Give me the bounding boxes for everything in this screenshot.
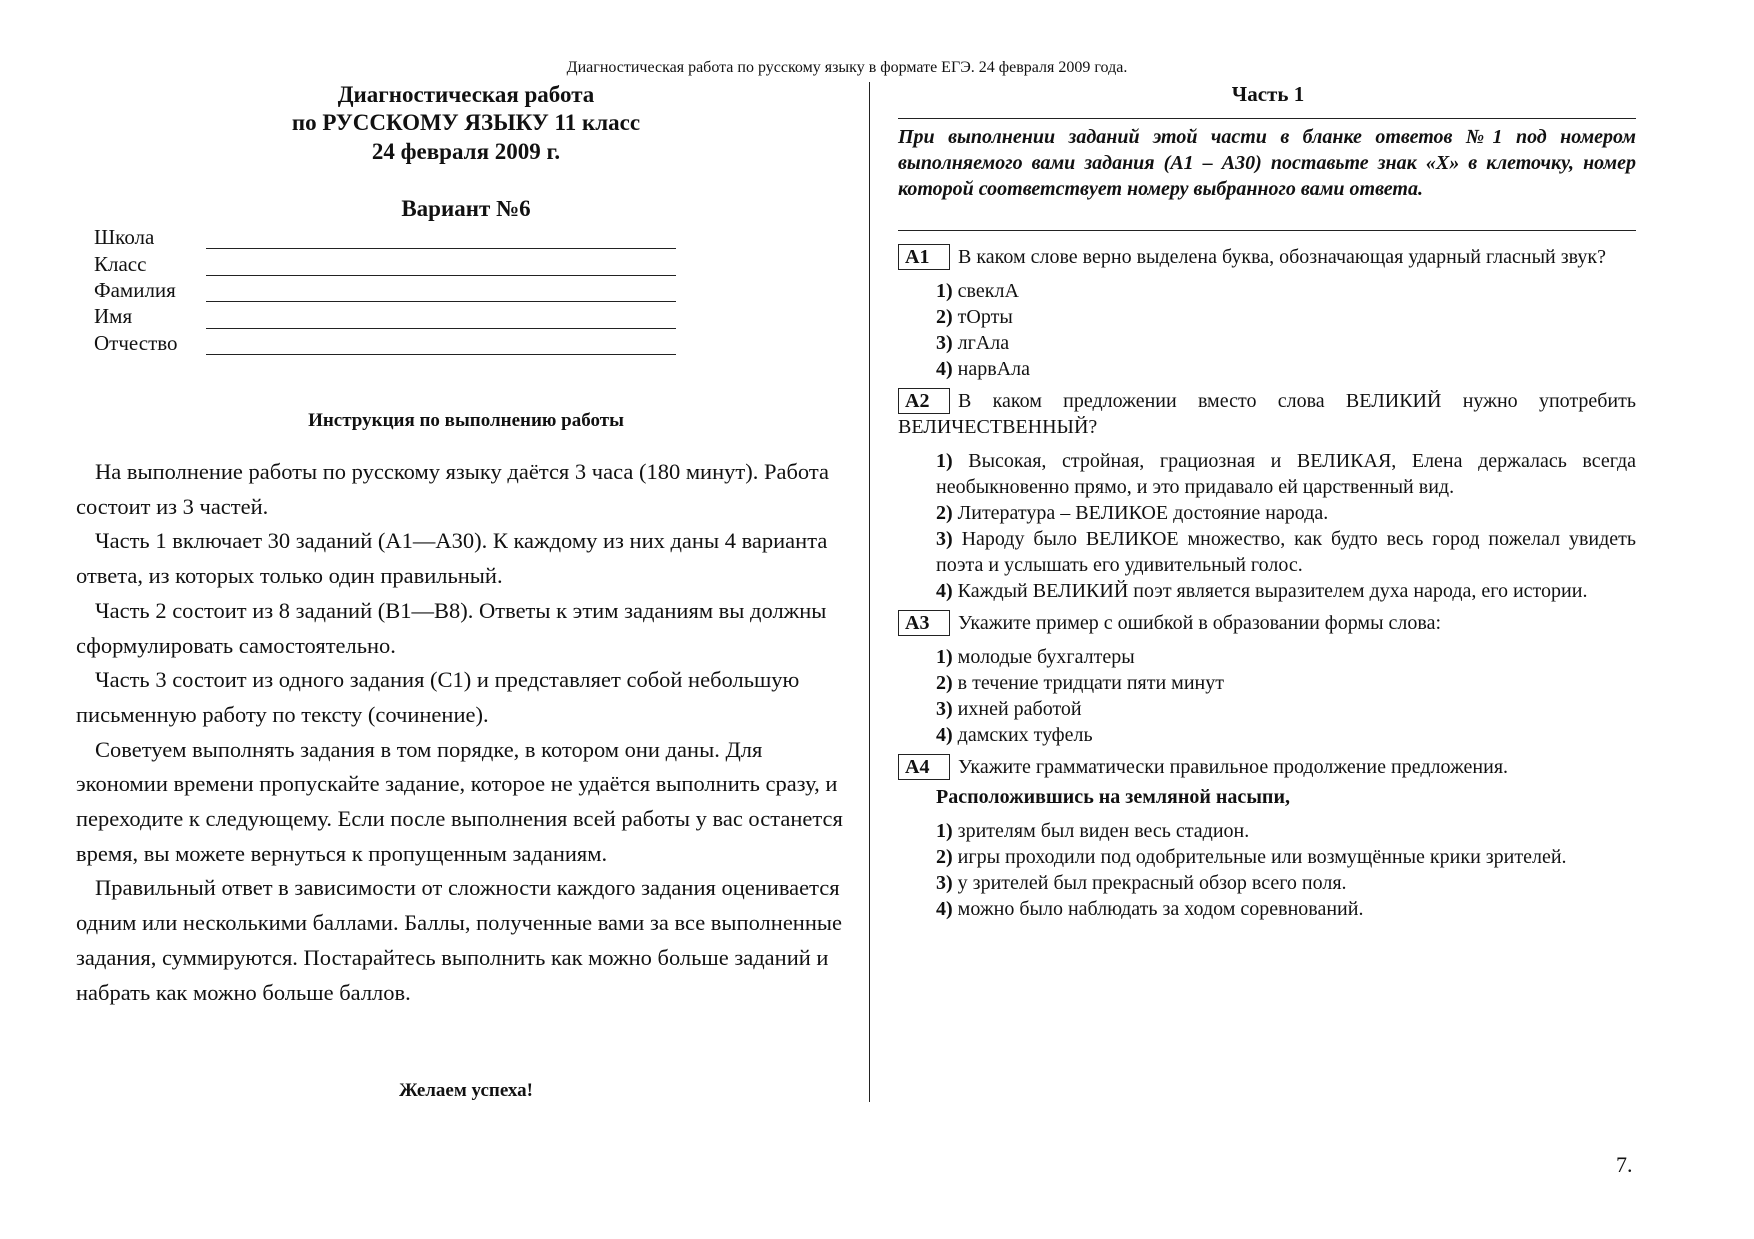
answer-option[interactable] bbox=[936, 526, 1636, 578]
form-line-patronymic[interactable] bbox=[206, 354, 676, 355]
question-lead: Расположившись на земляной насыпи, bbox=[936, 786, 1290, 808]
answer-option[interactable] bbox=[936, 722, 1636, 748]
answer-options bbox=[898, 644, 1636, 748]
running-header bbox=[0, 59, 1754, 77]
option-text: у зрителей был прекрасный обзор всего поля. bbox=[957, 872, 1347, 894]
question-number: А1 bbox=[898, 244, 950, 270]
option-number: 2) bbox=[936, 846, 953, 868]
questions-list bbox=[898, 244, 1636, 928]
form-label-name: Имя bbox=[94, 304, 133, 328]
option-number: 3) bbox=[936, 872, 953, 894]
form-line-class[interactable] bbox=[206, 275, 676, 276]
option-number: 4) bbox=[936, 580, 953, 602]
instruction-paragraph: Часть 2 состоит из 8 заданий (В1—В8). Ответы к этим заданиям вы должны сформулировать самостоятельно. bbox=[76, 597, 827, 658]
instruction-paragraph: Часть 1 включает 30 заданий (А1—А30). К каждому из них даны 4 варианта ответа, из которых только один правильный. bbox=[76, 528, 828, 589]
option-text: молодые бухгалтеры bbox=[957, 646, 1135, 668]
question-А3 bbox=[898, 610, 1636, 748]
question-text bbox=[898, 244, 1636, 270]
instruction-paragraph: Правильный ответ в зависимости от сложности каждого задания оценивается одним или несколькими баллами. Баллы, полученные вами за все выполненные задания, суммируются. Постарайтесь выполнить как можно больше заданий и набрать как можно больше баллов. bbox=[76, 875, 842, 1005]
answer-option[interactable] bbox=[936, 278, 1636, 304]
answer-option[interactable] bbox=[936, 304, 1636, 330]
option-number: 4) bbox=[936, 898, 953, 920]
option-text: зрителям был виден весь стадион. bbox=[957, 820, 1250, 842]
answer-options bbox=[898, 278, 1636, 382]
option-text: дамских туфель bbox=[957, 724, 1093, 746]
option-number: 1) bbox=[936, 280, 953, 302]
instruction-paragraph: На выполнение работы по русскому языку даётся 3 часа (180 минут). Работа состоит из 3 частей. bbox=[76, 459, 829, 519]
option-number: 4) bbox=[936, 358, 953, 380]
answer-option[interactable] bbox=[936, 844, 1636, 870]
running-header-text: Диагностическая работа по русскому языку в формате ЕГЭ. 24 февраля 2009 года. bbox=[566, 59, 1128, 76]
form-label-class: Класс bbox=[94, 252, 147, 276]
answer-option[interactable] bbox=[936, 448, 1636, 500]
doc-title-line-3: 24 февраля 2009 г. bbox=[371, 139, 561, 164]
option-number: 1) bbox=[936, 820, 953, 842]
closing-wish: Желаем успеха! bbox=[399, 1080, 533, 1101]
answer-option[interactable] bbox=[936, 330, 1636, 356]
answer-option[interactable] bbox=[936, 670, 1636, 696]
option-text: в течение тридцати пяти минут bbox=[957, 672, 1224, 694]
rule-bottom bbox=[898, 230, 1636, 231]
option-number: 3) bbox=[936, 698, 953, 720]
instruction-body bbox=[76, 455, 846, 1010]
question-number: А4 bbox=[898, 754, 950, 780]
option-text: Каждый ВЕЛИКИЙ поэт является выразителем духа народа, его истории. bbox=[957, 580, 1588, 602]
doc-title-line-1: Диагностическая работа bbox=[337, 82, 595, 107]
rule-top bbox=[898, 118, 1636, 119]
answer-option[interactable] bbox=[936, 578, 1636, 604]
question-number: А3 bbox=[898, 610, 950, 636]
option-number: 4) bbox=[936, 724, 953, 746]
option-text: можно было наблюдать за ходом соревнований. bbox=[957, 898, 1364, 920]
option-text: Народу было ВЕЛИКОЕ множество, как будто весь город пожелал увидеть поэта и услышать его удивительный голос. bbox=[936, 528, 1637, 576]
option-text: Высокая, стройная, грациозная и ВЕЛИКАЯ, Елена держалась всегда необыкновенно прямо, и это придавало ей царственный вид. bbox=[936, 450, 1636, 498]
question-prompt: В каком предложении вместо слова ВЕЛИКИЙ нужно употребить ВЕЛИЧЕСТВЕННЫЙ? bbox=[898, 390, 1636, 438]
question-prompt: Укажите пример с ошибкой в образовании формы слова: bbox=[958, 612, 1441, 634]
question-number: А2 bbox=[898, 388, 950, 414]
option-number: 1) bbox=[936, 450, 953, 472]
answer-options bbox=[898, 818, 1636, 922]
option-text: лгАла bbox=[957, 332, 1010, 354]
answer-option[interactable] bbox=[936, 356, 1636, 382]
instruction-heading: Инструкция по выполнению работы bbox=[308, 410, 624, 431]
question-prompt: В каком слове верно выделена буква, обозначающая ударный гласный звук? bbox=[958, 246, 1606, 268]
answer-option[interactable] bbox=[936, 500, 1636, 526]
part-instruction: При выполнении заданий этой части в бланке ответов №1 под номером выполняемого вами задания (А1 – А30) поставьте знак «Х» в клеточку, номер которой соответствует номеру выбранного вами ответа. bbox=[898, 126, 1636, 200]
form-label-patronymic: Отчество bbox=[94, 331, 178, 355]
form-line-school[interactable] bbox=[206, 248, 676, 249]
form-label-surname: Фамилия bbox=[94, 278, 176, 302]
option-text: игры проходили под одобрительные или возмущённые крики зрителей. bbox=[957, 846, 1567, 868]
option-number: 2) bbox=[936, 306, 953, 328]
doc-title-line-2: по РУССКОМУ ЯЗЫКУ 11 класс bbox=[291, 110, 641, 135]
option-number: 3) bbox=[936, 332, 953, 354]
question-А1 bbox=[898, 244, 1636, 382]
question-text bbox=[898, 388, 1636, 440]
option-text: Литература – ВЕЛИКОЕ достояние народа. bbox=[957, 502, 1329, 524]
option-text: тОрты bbox=[957, 306, 1013, 328]
part-title: Часть 1 bbox=[1231, 82, 1305, 106]
option-number: 2) bbox=[936, 502, 953, 524]
question-text bbox=[898, 610, 1636, 636]
form-line-surname[interactable] bbox=[206, 301, 676, 302]
answer-option[interactable] bbox=[936, 870, 1636, 896]
option-text: нарвАла bbox=[957, 358, 1030, 380]
answer-option[interactable] bbox=[936, 696, 1636, 722]
page-number: 7. bbox=[1616, 1152, 1633, 1177]
answer-option[interactable] bbox=[936, 644, 1636, 670]
option-text: ихней работой bbox=[957, 698, 1082, 720]
form-label-school: Школа bbox=[94, 225, 155, 249]
answer-options bbox=[898, 448, 1636, 604]
option-number: 1) bbox=[936, 646, 953, 668]
instruction-paragraph: Часть 3 состоит из одного задания (С1) и представляет собой небольшую письменную работу по тексту (сочинение). bbox=[76, 667, 800, 727]
question-А4 bbox=[898, 754, 1636, 922]
answer-option[interactable] bbox=[936, 818, 1636, 844]
answer-option[interactable] bbox=[936, 896, 1636, 922]
option-text: свеклА bbox=[957, 280, 1019, 302]
instruction-paragraph: Советуем выполнять задания в том порядке, в котором они даны. Для экономии времени пропускайте задание, которое не удаётся выполнить сразу, и переходите к следующему. Если после выполнения всей работы у вас останется время, вы можете вернуться к пропущенным заданиям. bbox=[76, 736, 843, 866]
question-prompt: Укажите грамматически правильное продолжение предложения. bbox=[958, 756, 1509, 778]
question-А2 bbox=[898, 388, 1636, 604]
question-text bbox=[898, 754, 1636, 780]
variant-title: Вариант №6 bbox=[401, 196, 531, 221]
option-number: 3) bbox=[936, 528, 953, 550]
column-divider bbox=[869, 82, 870, 1102]
form-line-name[interactable] bbox=[206, 328, 676, 329]
option-number: 2) bbox=[936, 672, 953, 694]
